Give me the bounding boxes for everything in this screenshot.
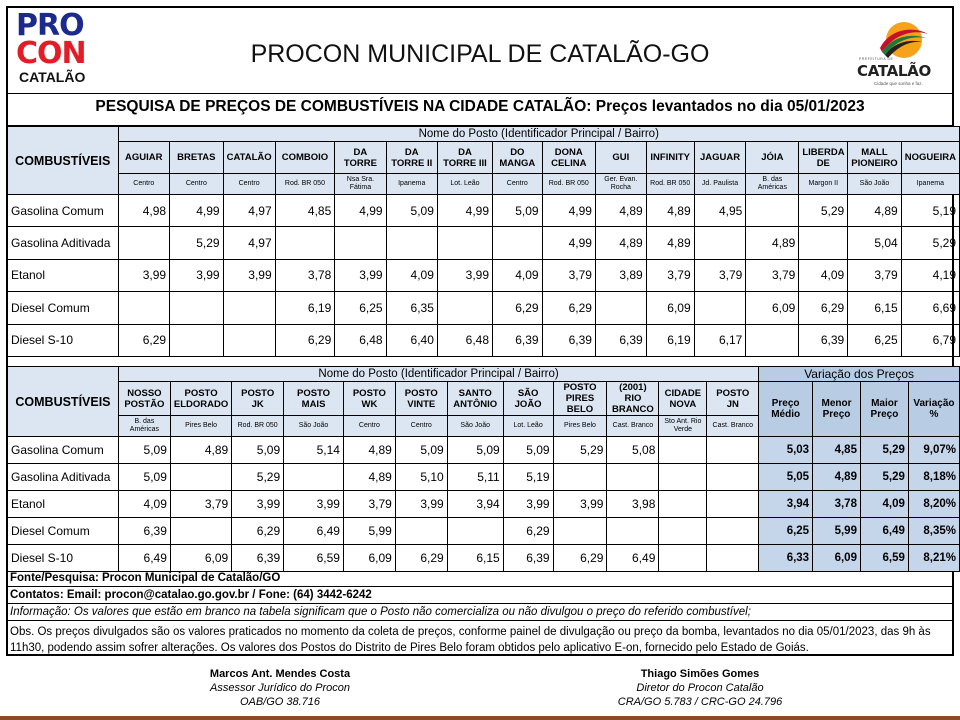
fuel-label: Gasolina Comum — [8, 195, 119, 227]
price-cell: 6,39 — [493, 324, 543, 356]
station-bairro: Centro — [343, 416, 395, 437]
station-bairro: Centro — [395, 416, 447, 437]
station-bairro: Ger. Evan. Rocha — [595, 174, 646, 195]
price-cell: 6,29 — [542, 292, 595, 324]
station-name-header: NOSSO POSTÃO — [118, 382, 170, 416]
source-line: Fonte/Pesquisa: Procon Municipal de Catalão/GO — [6, 570, 954, 587]
price-cell: 6,15 — [848, 292, 901, 324]
station-name-header: MALL PIONEIRO — [848, 142, 901, 174]
variation-cell: 6,59 — [860, 545, 908, 572]
price-cell — [118, 227, 170, 259]
price-cell — [694, 227, 746, 259]
price-cell: 4,09 — [386, 259, 437, 291]
price-cell: 3,78 — [275, 259, 335, 291]
price-cell — [170, 464, 231, 491]
price-cell — [118, 292, 170, 324]
table-row — [8, 195, 960, 227]
price-cell — [437, 227, 492, 259]
price-cell: 6,49 — [607, 545, 659, 572]
station-name-header: CIDADE NOVA — [659, 382, 707, 416]
price-cell: 5,14 — [284, 437, 344, 464]
signatory-registration: OAB/GO 38.716 — [239, 696, 321, 708]
station-name-header: POSTO ELDORADO — [170, 382, 231, 416]
price-cell: 6,29 — [553, 545, 607, 572]
station-bairro: Centro — [118, 174, 170, 195]
table-row — [8, 464, 960, 491]
signatory-registration: CRA/GO 5.783 / CRC-GO 24.796 — [617, 696, 783, 708]
fuel-label: Etanol — [8, 259, 119, 291]
fuel-label: Gasolina Comum — [8, 437, 119, 464]
variation-cell: 8,21% — [908, 545, 959, 572]
price-cell: 6,29 — [232, 518, 284, 545]
table-row — [8, 545, 960, 572]
variation-cell: 6,25 — [759, 518, 813, 545]
variation-column-header: Preço Médio — [759, 382, 813, 437]
fuel-column-header: COMBUSTÍVEIS — [8, 367, 119, 437]
station-bairro: Ipanema — [901, 174, 959, 195]
station-name-header: GUI — [595, 142, 646, 174]
price-cell — [707, 518, 759, 545]
price-cell: 6,39 — [232, 545, 284, 572]
variation-cell: 5,29 — [860, 437, 908, 464]
price-cell — [659, 518, 707, 545]
station-name-header: NOGUEIRA — [901, 142, 959, 174]
variation-cell: 8,18% — [908, 464, 959, 491]
price-cell: 5,19 — [901, 195, 959, 227]
signatory-role: Assessor Jurídico do Procon — [209, 682, 350, 694]
price-cell: 6,48 — [335, 324, 386, 356]
table-row — [8, 259, 960, 291]
price-cell — [170, 518, 231, 545]
price-cell: 5,09 — [503, 437, 553, 464]
station-name-header: POSTO JN — [707, 382, 759, 416]
station-name-header: LIBERDA DE — [799, 142, 848, 174]
station-bairro: Rod. BR 050 — [275, 174, 335, 195]
station-name-header: POSTO VINTE — [395, 382, 447, 416]
price-cell: 5,09 — [232, 437, 284, 464]
price-cell — [170, 292, 224, 324]
price-cell: 6,19 — [275, 292, 335, 324]
station-name-header: DA TORRE — [335, 142, 386, 174]
price-cell: 6,39 — [799, 324, 848, 356]
price-cell: 4,85 — [275, 195, 335, 227]
price-cell: 3,79 — [848, 259, 901, 291]
station-bairro: Pires Belo — [170, 416, 231, 437]
price-cell: 5,99 — [343, 518, 395, 545]
page-title: PROCON MUNICIPAL DE CATALÃO-GO — [250, 40, 710, 68]
price-cell: 3,99 — [170, 259, 224, 291]
price-cell — [386, 227, 437, 259]
variation-cell: 6,49 — [860, 518, 908, 545]
price-cell: 5,29 — [799, 195, 848, 227]
price-cell: 5,08 — [607, 437, 659, 464]
signatory-role: Diretor do Procon Catalão — [636, 682, 764, 694]
variation-cell: 4,09 — [860, 491, 908, 518]
price-cell: 6,09 — [646, 292, 694, 324]
price-cell — [659, 545, 707, 572]
variation-cell: 5,05 — [759, 464, 813, 491]
table-row — [8, 324, 960, 356]
price-cell — [659, 437, 707, 464]
price-cell: 6,40 — [386, 324, 437, 356]
price-cell: 6,09 — [170, 545, 231, 572]
price-cell: 5,09 — [118, 464, 170, 491]
price-cell: 6,39 — [595, 324, 646, 356]
station-name-header: JAGUAR — [694, 142, 746, 174]
price-cell: 6,09 — [746, 292, 799, 324]
survey-subtitle — [6, 94, 954, 126]
table-row — [8, 437, 960, 464]
signatory-name: Thiago Simões Gomes — [640, 668, 760, 680]
price-cell: 4,99 — [542, 195, 595, 227]
variation-column-header: Maior Preço — [860, 382, 908, 437]
station-group-header: Nome do Posto (Identificador Principal / Bairro) — [118, 367, 758, 382]
fuel-label: Diesel S-10 — [8, 324, 119, 356]
price-cell: 6,29 — [275, 324, 335, 356]
price-cell: 6,39 — [503, 545, 553, 572]
price-cell: 4,97 — [223, 227, 275, 259]
price-cell: 4,09 — [799, 259, 848, 291]
price-cell — [746, 324, 799, 356]
station-name-header: POSTO MAIS — [284, 382, 344, 416]
price-cell: 6,09 — [343, 545, 395, 572]
variation-cell: 5,29 — [860, 464, 908, 491]
station-name-header: POSTO PIRES BELO — [553, 382, 607, 416]
station-name-header: BRETAS — [170, 142, 224, 174]
obs-paragraph: Obs. Os preços divulgados são os valores praticados no momento da coleta de preços, conforme painel de divulgação ou preço da bomba, levantados no dia 05/01/2023, das 9h às 11h30, podendo assim sofrer alterações. Os valores dos Postos do Distrito de Pires Belo foram obtidos pelo aplicativo E-on, fornecido pelo Estado de Goiás. — [10, 626, 931, 654]
price-cell: 3,79 — [343, 491, 395, 518]
station-bairro: Nsa Sra. Fátima — [335, 174, 386, 195]
price-cell: 6,49 — [284, 518, 344, 545]
variation-cell: 8,35% — [908, 518, 959, 545]
price-cell — [437, 292, 492, 324]
station-bairro: Lot. Leão — [437, 174, 492, 195]
fuel-label: Diesel S-10 — [8, 545, 119, 572]
price-cell: 3,79 — [746, 259, 799, 291]
price-cell — [607, 518, 659, 545]
logo-tagline: Cidade que sonha e faz. — [874, 81, 923, 86]
price-variation-header: Variação dos Preços — [759, 367, 960, 382]
price-cell: 5,10 — [395, 464, 447, 491]
price-cell: 3,94 — [447, 491, 503, 518]
station-bairro: Cast. Branco — [607, 416, 659, 437]
station-name-header: DO MANGA — [493, 142, 543, 174]
bottom-accent-bar — [0, 716, 960, 720]
price-cell: 5,09 — [386, 195, 437, 227]
price-cell: 3,99 — [437, 259, 492, 291]
price-cell: 4,89 — [595, 227, 646, 259]
price-cell: 5,11 — [447, 464, 503, 491]
station-group-header: Nome do Posto (Identificador Principal / Bairro) — [118, 127, 960, 142]
station-name-header: CATALÃO — [223, 142, 275, 174]
price-cell: 4,97 — [223, 195, 275, 227]
station-name-header: SÃO JOÃO — [503, 382, 553, 416]
price-cell: 4,89 — [646, 195, 694, 227]
price-cell: 6,25 — [848, 324, 901, 356]
variation-cell: 4,89 — [813, 464, 861, 491]
station-bairro: Jd. Paulista — [694, 174, 746, 195]
price-cell — [659, 464, 707, 491]
table-row — [8, 227, 960, 259]
price-cell: 6,39 — [118, 518, 170, 545]
station-bairro: Lot. Leão — [503, 416, 553, 437]
price-cell: 3,79 — [646, 259, 694, 291]
station-name-header: COMBOIO — [275, 142, 335, 174]
variation-column-header: Menor Preço — [813, 382, 861, 437]
station-bairro: Rod. BR 050 — [646, 174, 694, 195]
price-cell — [694, 292, 746, 324]
variation-cell: 4,85 — [813, 437, 861, 464]
price-cell: 4,99 — [335, 195, 386, 227]
price-cell: 5,29 — [170, 227, 224, 259]
variation-cell: 5,03 — [759, 437, 813, 464]
price-table-1 — [7, 126, 960, 357]
station-name-header: POSTO JK — [232, 382, 284, 416]
price-cell: 3,98 — [607, 491, 659, 518]
price-cell: 6,59 — [284, 545, 344, 572]
price-cell: 3,99 — [335, 259, 386, 291]
station-bairro: São João — [447, 416, 503, 437]
station-bairro: B. das Américas — [118, 416, 170, 437]
station-bairro: Centro — [170, 174, 224, 195]
price-cell: 4,89 — [595, 195, 646, 227]
station-name-header: DA TORRE II — [386, 142, 437, 174]
fuel-label: Gasolina Aditivada — [8, 227, 119, 259]
price-cell — [447, 518, 503, 545]
price-cell: 5,29 — [553, 437, 607, 464]
price-cell: 6,79 — [901, 324, 959, 356]
price-cell: 6,29 — [395, 545, 447, 572]
station-name-header: DONA CELINA — [542, 142, 595, 174]
station-name-header: SANTO ANTÔNIO — [447, 382, 503, 416]
station-bairro: Rod. BR 050 — [232, 416, 284, 437]
price-cell — [707, 437, 759, 464]
price-cell: 6,19 — [646, 324, 694, 356]
station-bairro: Pires Belo — [553, 416, 607, 437]
price-cell: 5,04 — [848, 227, 901, 259]
price-cell: 5,09 — [118, 437, 170, 464]
signature-block-2 — [600, 667, 800, 709]
price-cell: 6,25 — [335, 292, 386, 324]
station-bairro: Sto Ant. Rio Verde — [659, 416, 707, 437]
price-cell: 4,98 — [118, 195, 170, 227]
price-cell: 6,49 — [118, 545, 170, 572]
price-cell: 6,15 — [447, 545, 503, 572]
station-name-header: AGUIAR — [118, 142, 170, 174]
price-cell: 5,09 — [447, 437, 503, 464]
price-cell — [746, 195, 799, 227]
price-cell — [395, 518, 447, 545]
price-cell: 5,29 — [901, 227, 959, 259]
price-cell: 6,29 — [503, 518, 553, 545]
price-cell — [335, 227, 386, 259]
subtitle-date: Preços levantados no dia 05/01/2023 — [591, 98, 865, 115]
procon-logo-con: CON — [16, 36, 86, 71]
table-row — [8, 292, 960, 324]
price-cell — [707, 491, 759, 518]
fuel-label: Diesel Comum — [8, 518, 119, 545]
table-row — [8, 491, 960, 518]
logo-word: CATALÃO — [857, 62, 931, 80]
price-cell: 6,29 — [493, 292, 543, 324]
price-cell — [275, 227, 335, 259]
signatory-name: Marcos Ant. Mendes Costa — [209, 668, 351, 680]
price-cell: 4,89 — [848, 195, 901, 227]
station-name-header: (2001) RIO BRANCO — [607, 382, 659, 416]
price-cell: 3,99 — [223, 259, 275, 291]
price-cell: 6,35 — [386, 292, 437, 324]
station-name-header: INFINITY — [646, 142, 694, 174]
price-cell — [553, 518, 607, 545]
price-cell: 3,99 — [118, 259, 170, 291]
price-cell — [659, 491, 707, 518]
logo-prefix: PREFEITURA DE — [859, 57, 894, 61]
price-cell: 6,29 — [799, 292, 848, 324]
fuel-label: Diesel Comum — [8, 292, 119, 324]
price-cell: 4,09 — [118, 491, 170, 518]
price-cell: 3,79 — [694, 259, 746, 291]
station-bairro: São João — [848, 174, 901, 195]
info-line: Informação: Os valores que estão em branco na tabela significam que o Posto não comercializa ou não divulgou o preço do referido combustível; — [6, 604, 954, 621]
price-cell: 6,39 — [542, 324, 595, 356]
price-cell: 4,89 — [343, 464, 395, 491]
price-cell — [493, 227, 543, 259]
procon-logo-city: CATALÃO — [19, 69, 86, 85]
signature-block-1 — [180, 667, 380, 709]
station-bairro: São João — [284, 416, 344, 437]
price-cell — [553, 464, 607, 491]
station-bairro: Margon II — [799, 174, 848, 195]
fuel-column-header: COMBUSTÍVEIS — [8, 127, 119, 195]
variation-cell: 9,07% — [908, 437, 959, 464]
price-cell: 6,48 — [437, 324, 492, 356]
price-cell: 4,89 — [646, 227, 694, 259]
station-bairro: B. das Américas — [746, 174, 799, 195]
price-cell: 3,99 — [553, 491, 607, 518]
variation-cell: 6,33 — [759, 545, 813, 572]
price-cell: 4,89 — [746, 227, 799, 259]
price-cell: 4,09 — [493, 259, 543, 291]
price-cell: 6,17 — [694, 324, 746, 356]
price-cell: 5,09 — [395, 437, 447, 464]
price-cell: 3,99 — [395, 491, 447, 518]
fuel-label: Etanol — [8, 491, 119, 518]
station-bairro: Cast. Branco — [707, 416, 759, 437]
price-cell: 6,69 — [901, 292, 959, 324]
price-cell: 3,79 — [542, 259, 595, 291]
price-cell — [595, 292, 646, 324]
price-cell: 4,99 — [437, 195, 492, 227]
prefeitura-catalao-logo — [852, 18, 952, 93]
price-cell: 3,99 — [503, 491, 553, 518]
variation-cell: 5,99 — [813, 518, 861, 545]
price-cell: 4,89 — [170, 437, 231, 464]
price-cell: 3,79 — [170, 491, 231, 518]
price-cell: 4,95 — [694, 195, 746, 227]
variation-cell: 3,94 — [759, 491, 813, 518]
station-bairro: Centro — [493, 174, 543, 195]
price-cell: 5,09 — [493, 195, 543, 227]
price-cell — [223, 292, 275, 324]
variation-cell: 6,09 — [813, 545, 861, 572]
price-cell: 4,99 — [170, 195, 224, 227]
price-cell: 5,19 — [503, 464, 553, 491]
station-name-header: DA TORRE III — [437, 142, 492, 174]
price-cell: 4,19 — [901, 259, 959, 291]
variation-cell: 8,20% — [908, 491, 959, 518]
procon-logo-pro: PRO — [16, 8, 84, 43]
price-cell — [607, 464, 659, 491]
price-cell — [707, 545, 759, 572]
station-bairro: Ipanema — [386, 174, 437, 195]
station-bairro: Centro — [223, 174, 275, 195]
price-cell: 3,89 — [595, 259, 646, 291]
subtitle-bold: PESQUISA DE PREÇOS DE COMBUSTÍVEIS NA CIDADE CATALÃO: — [95, 98, 592, 115]
station-bairro: Rod. BR 050 — [542, 174, 595, 195]
price-cell — [707, 464, 759, 491]
price-cell: 5,29 — [232, 464, 284, 491]
price-cell — [284, 464, 344, 491]
price-cell — [223, 324, 275, 356]
price-cell: 3,99 — [232, 491, 284, 518]
variation-column-header: Variação % — [908, 382, 959, 437]
price-cell — [799, 227, 848, 259]
price-cell — [170, 324, 224, 356]
price-cell: 4,99 — [542, 227, 595, 259]
price-cell: 4,89 — [343, 437, 395, 464]
station-name-header: JÓIA — [746, 142, 799, 174]
price-table-2 — [7, 366, 960, 572]
variation-cell: 3,78 — [813, 491, 861, 518]
station-name-header: POSTO WK — [343, 382, 395, 416]
document-header — [6, 6, 954, 94]
fuel-label: Gasolina Aditivada — [8, 464, 119, 491]
contacts-line: Contatos: Email: procon@catalao.go.gov.br / Fone: (64) 3442-6242 — [6, 587, 954, 604]
table-row — [8, 518, 960, 545]
price-cell: 6,29 — [118, 324, 170, 356]
price-cell: 3,99 — [284, 491, 344, 518]
